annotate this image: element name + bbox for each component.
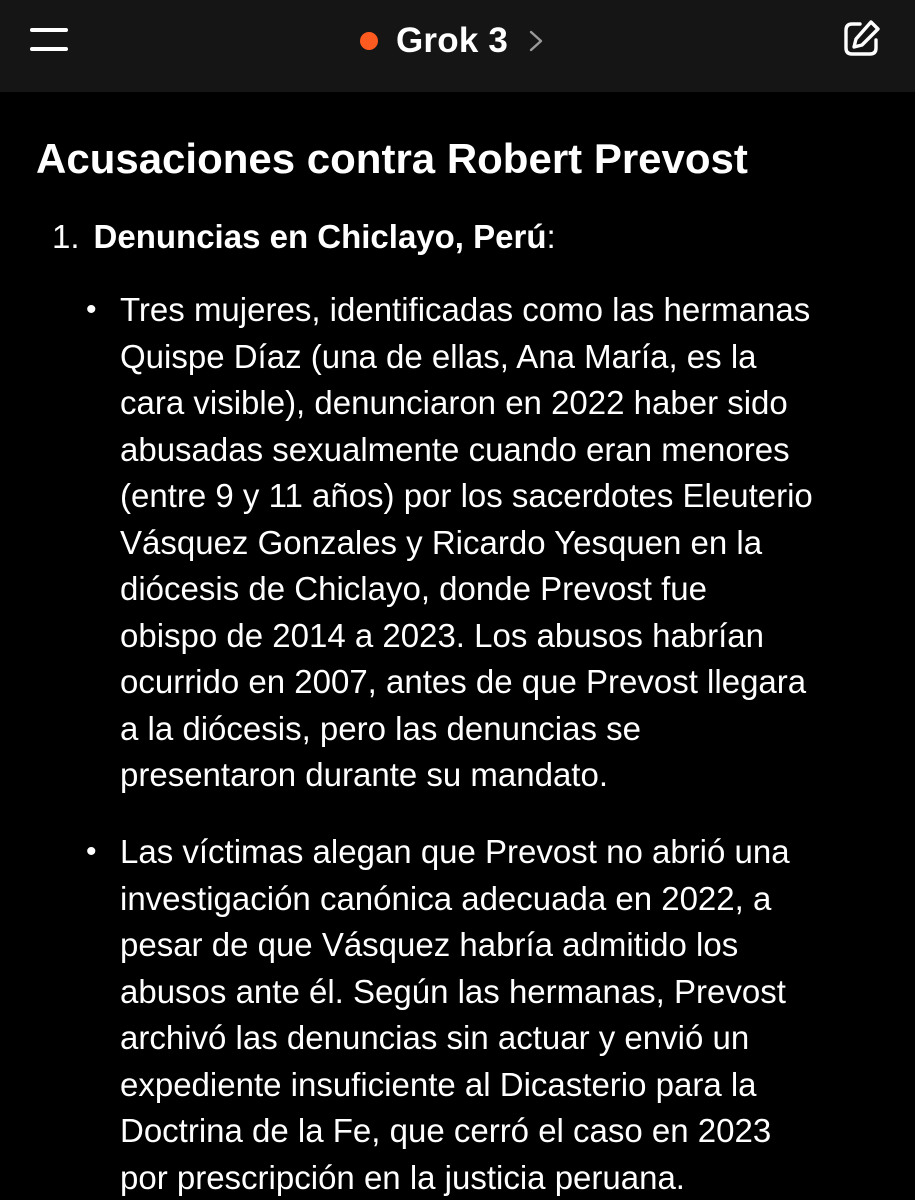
status-dot xyxy=(360,32,378,50)
text-line: a la diócesis, pero las denuncias se xyxy=(120,709,641,747)
bullet-point: • xyxy=(86,835,97,868)
bullet-point: • xyxy=(86,293,97,326)
text-line: obispo de 2014 a 2023. Los abusos habrían xyxy=(120,616,765,654)
bullet-text xyxy=(120,287,890,799)
menu-button[interactable] xyxy=(30,25,70,55)
text-line: Las víctimas alegan que Prevost no abrió una xyxy=(120,833,790,870)
text-line: Vásquez Gonzales y Ricardo Yesquen en la xyxy=(120,523,763,561)
numbered-list-item xyxy=(52,214,556,260)
list-item-title: Denuncias en Chiclayo, Perú xyxy=(93,218,547,255)
text-line: (entre 9 y 11 años) por los sacerdotes Eleuterio xyxy=(120,477,813,514)
list-item-title-suffix: : xyxy=(546,218,556,255)
response-heading: Acusaciones contra Robert Prevost xyxy=(36,135,748,182)
text-line: expediente insuficiente al Dicasterio para la xyxy=(120,1065,757,1103)
chevron-right-icon xyxy=(528,29,544,53)
text-line: Quispe Díaz (una de ellas, Ana María, es la xyxy=(120,337,757,375)
text-line: abusos ante él. Según las hermanas, Prevost xyxy=(120,972,786,1010)
text-line: archivó las denuncias sin actuar y envió un xyxy=(120,1019,750,1056)
chat-content xyxy=(0,92,915,1200)
text-line: Doctrina de la Fe, que cerró el caso en 2023 xyxy=(120,1112,772,1149)
list-number: 1. xyxy=(52,218,80,255)
text-line: investigación canónica adecuada en 2022, a xyxy=(120,879,772,917)
hamburger-menu-icon xyxy=(30,28,68,32)
model-name: Grok 3 xyxy=(396,21,509,60)
edit-compose-icon[interactable] xyxy=(838,16,884,62)
text-line: Tres mujeres, identificadas como las hermanas xyxy=(120,291,811,328)
text-line: por prescripción en la justicia peruana. xyxy=(120,1158,685,1196)
text-line: presentaron durante su mandato. xyxy=(120,756,608,793)
hamburger-menu-icon-line xyxy=(30,47,68,51)
text-line: abusadas sexualmente cuando eran menores xyxy=(120,430,790,468)
bullet-text xyxy=(120,829,890,1200)
text-line: ocurrido en 2007, antes de que Prevost llegara xyxy=(120,663,807,700)
text-line: cara visible), denunciaron en 2022 haber sido xyxy=(120,384,788,421)
text-line: pesar de que Vásquez habría admitido los xyxy=(120,926,739,963)
model-selector[interactable] xyxy=(360,18,544,64)
top-bar xyxy=(0,0,915,92)
text-line: diócesis de Chiclayo, donde Prevost fue xyxy=(120,570,708,607)
